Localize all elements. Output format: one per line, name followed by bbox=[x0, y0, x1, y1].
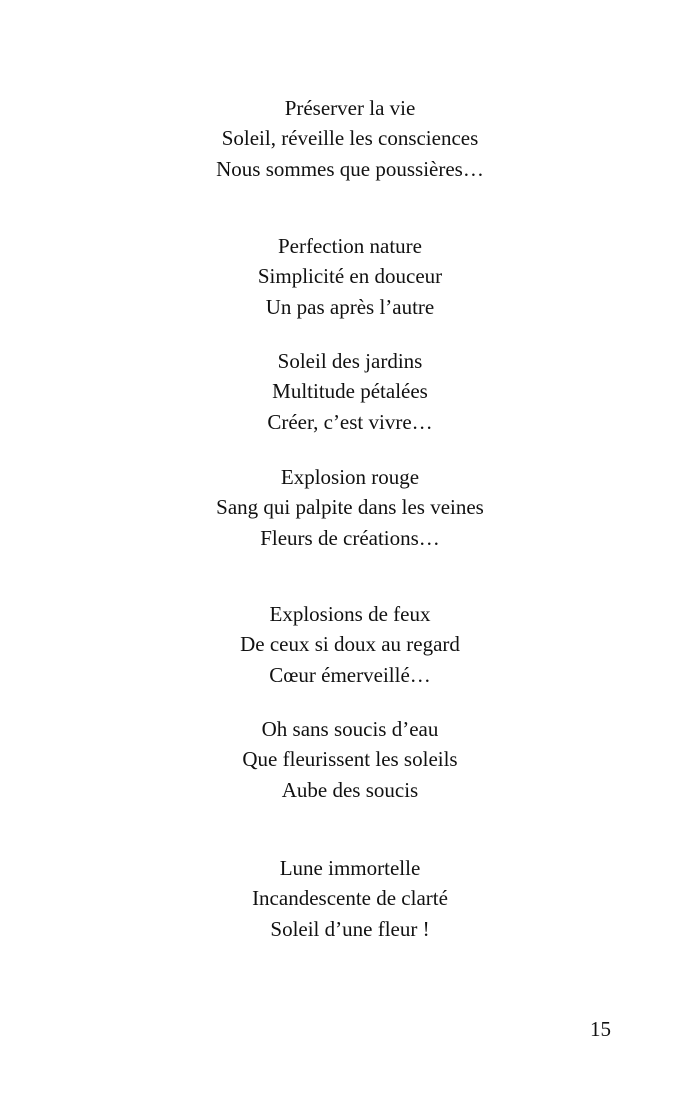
poem-line: Aube des soucis bbox=[281, 777, 419, 802]
poem-line: Simplicité en douceur bbox=[257, 264, 443, 289]
poem-line: Créer, c’est vivre… bbox=[267, 409, 433, 434]
poem-line: Oh sans soucis d’eau bbox=[261, 717, 439, 741]
poem-line: Fleurs de créations… bbox=[260, 525, 440, 550]
poem-line: Nous sommes que poussières… bbox=[216, 156, 484, 181]
poem-line: Que fleurissent les soleils bbox=[242, 747, 458, 772]
poem-line: De ceux si doux au regard bbox=[240, 632, 460, 657]
poem-line: Soleil, réveille les consciences bbox=[221, 126, 479, 151]
poem-stanza bbox=[0, 714, 700, 805]
poem-line: Sang qui palpite dans les veines bbox=[216, 495, 484, 520]
poem-line: Lune immortelle bbox=[279, 856, 421, 880]
poem-stanza bbox=[0, 599, 700, 690]
poem-line: Incandescente de clarté bbox=[252, 886, 448, 911]
poem-stanza bbox=[0, 462, 700, 553]
poem-line: Perfection nature bbox=[277, 234, 423, 258]
poem-line: Explosion rouge bbox=[280, 465, 420, 489]
poem-line: Un pas après l’autre bbox=[265, 294, 435, 319]
poem-line: Explosions de feux bbox=[269, 602, 431, 626]
page-number: 15 bbox=[590, 1017, 611, 1041]
poem-line: Soleil des jardins bbox=[277, 349, 423, 373]
poem-line: Soleil d’une fleur ! bbox=[270, 916, 430, 941]
poem-line: Cœur émerveillé… bbox=[269, 662, 431, 687]
poem-stanza bbox=[0, 231, 700, 322]
poem-line: Multitude pétalées bbox=[272, 379, 428, 404]
poem-stanza bbox=[0, 93, 700, 184]
poem-stanza bbox=[0, 346, 700, 437]
poem-line: Préserver la vie bbox=[284, 96, 416, 120]
poem-stanza bbox=[0, 853, 700, 944]
